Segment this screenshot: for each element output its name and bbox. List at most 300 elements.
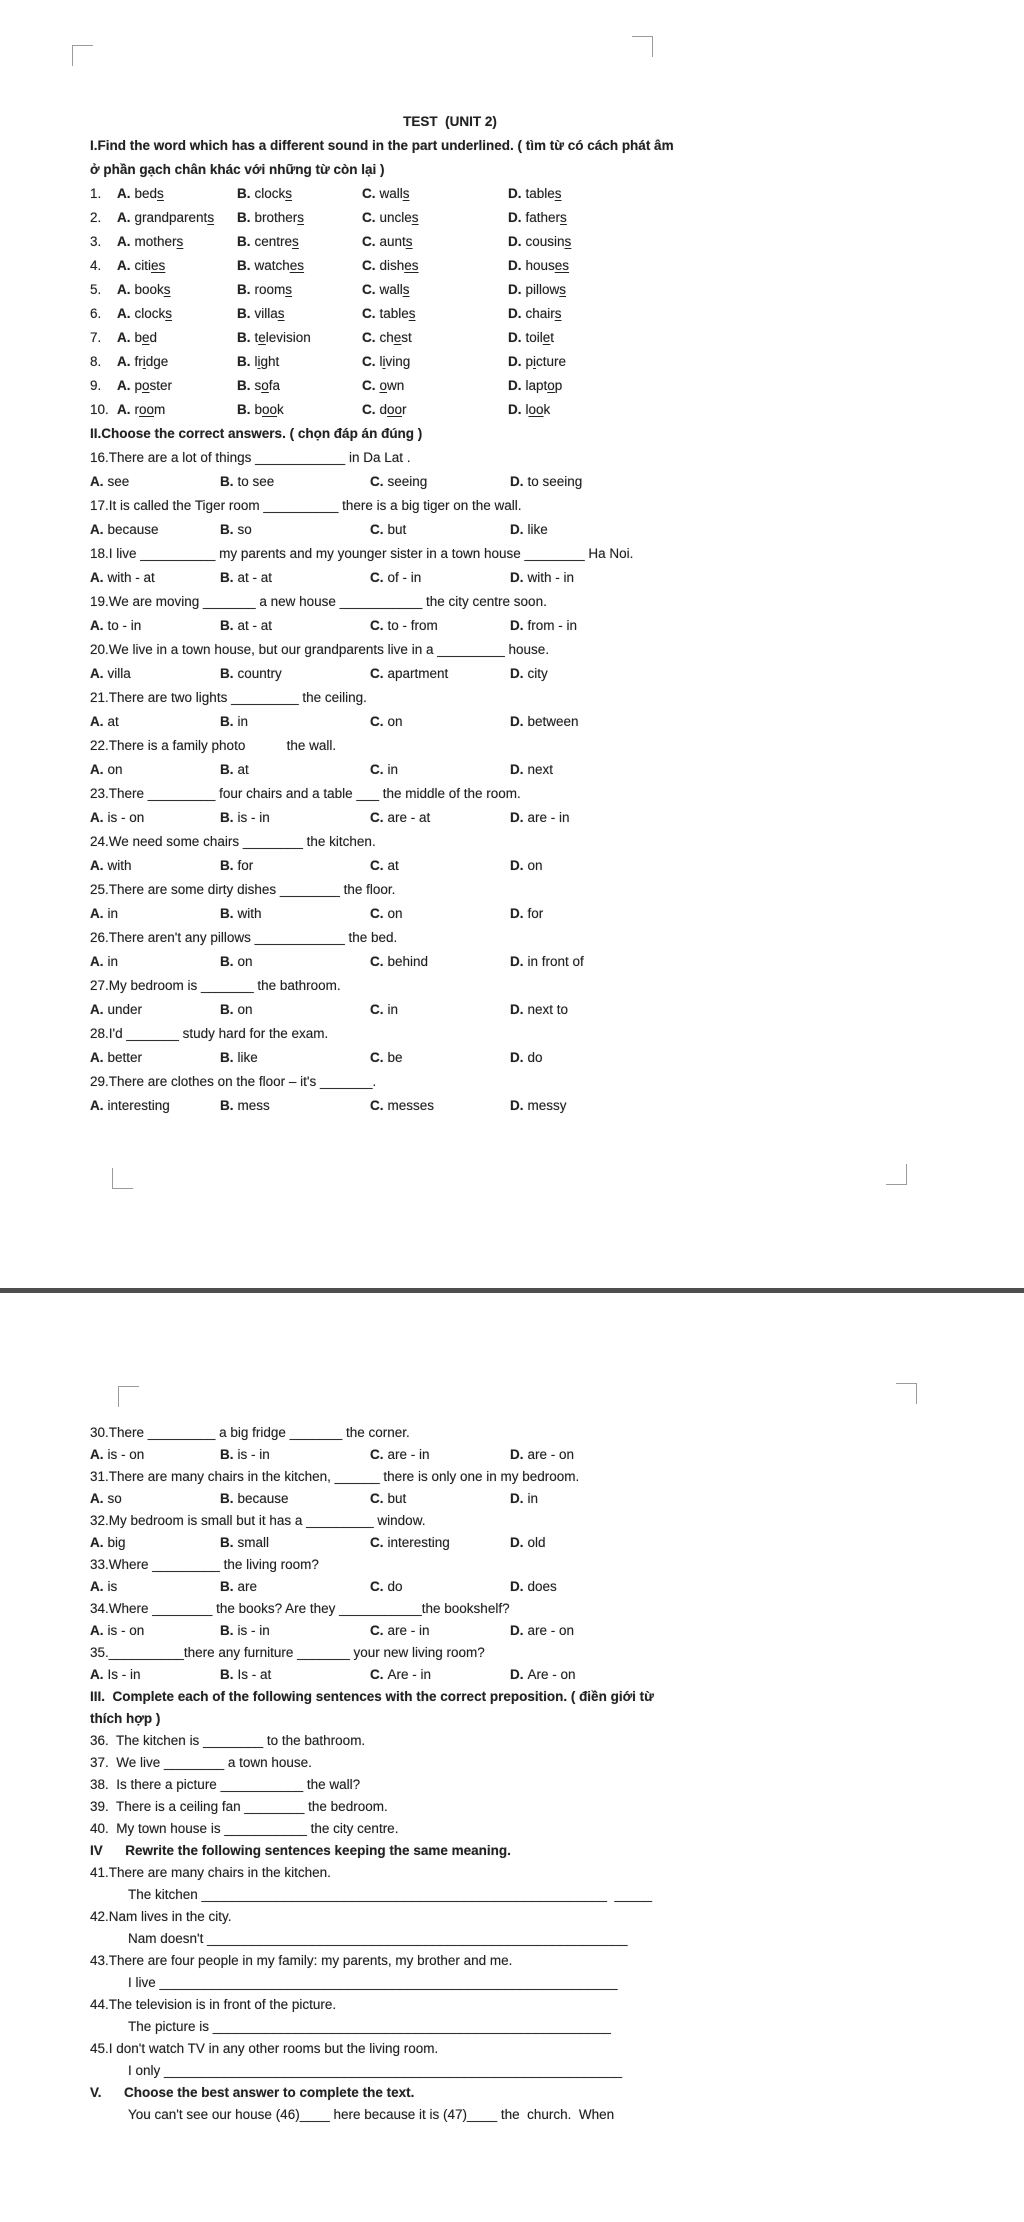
option-b (237, 230, 362, 254)
question-number: 7. (90, 330, 102, 345)
question-number: 8. (90, 354, 102, 369)
question-number: 4. (90, 258, 102, 273)
option-a (90, 854, 220, 878)
question-stem: 34.Where ________ the books? Are they ___________the bookshelf? (90, 1601, 510, 1616)
option-letter: B. (220, 1491, 234, 1506)
option-text: because (107, 522, 159, 537)
options-row (90, 614, 970, 638)
option-b (220, 950, 370, 974)
mc-question (90, 446, 970, 494)
option-text: clock (134, 306, 166, 321)
option-letter: C. (370, 858, 384, 873)
underlined-part: s (157, 186, 164, 201)
rewrite-stem: 45.I don't watch TV in any other rooms but the living room. (90, 2041, 439, 2056)
option-text: do (527, 1050, 543, 1065)
option-c (362, 350, 508, 374)
option-a (90, 950, 220, 974)
option-text: is (107, 1579, 118, 1594)
underlined-part: s (408, 306, 416, 321)
option-text: pillow (525, 282, 560, 297)
underlined-part: i (257, 354, 261, 369)
underlined-part: es (554, 258, 570, 273)
option-d (510, 1444, 970, 1466)
option-letter: C. (370, 906, 384, 921)
option-text: hous (525, 258, 555, 273)
option-text: t (550, 330, 555, 345)
option-b (220, 1620, 370, 1642)
option-letter: C. (370, 1002, 384, 1017)
options-row (90, 950, 970, 974)
option-letter: A. (90, 618, 104, 633)
underlined-part: s (554, 306, 562, 321)
option-letter: A. (117, 186, 131, 201)
option-d (510, 950, 970, 974)
option-text: on (237, 954, 253, 969)
option-a (90, 566, 220, 590)
option-a (117, 350, 237, 374)
option-c (370, 662, 510, 686)
mc-question-list-page1 (90, 446, 970, 1118)
option-text: old (527, 1535, 546, 1550)
question-stem: 25.There are some dirty dishes ________ the floor. (90, 882, 396, 897)
options-row (90, 1664, 970, 1686)
option-text: but (387, 522, 407, 537)
option-letter: B. (220, 474, 234, 489)
option-letter: D. (508, 258, 522, 273)
option-text: with (237, 906, 262, 921)
option-letter: B. (220, 1579, 234, 1594)
option-a (90, 470, 220, 494)
underlined-part: oo (139, 402, 155, 417)
option-a (117, 302, 237, 326)
option-letter: B. (220, 1050, 234, 1065)
option-c (370, 758, 510, 782)
option-letter: B. (220, 1002, 234, 1017)
option-c (370, 1046, 510, 1070)
option-text: grandparent (134, 210, 208, 225)
option-letter: C. (370, 1667, 384, 1682)
option-text: in (387, 762, 399, 777)
option-letter: B. (237, 402, 251, 417)
option-text: Is - at (237, 1667, 272, 1682)
option-text: so (107, 1491, 122, 1506)
option-d (510, 1046, 970, 1070)
option-letter: C. (370, 1535, 384, 1550)
option-text: d (379, 402, 388, 417)
option-letter: B. (220, 522, 234, 537)
options-row (90, 758, 970, 782)
option-letter: C. (362, 378, 376, 393)
rewrite-item (90, 1994, 970, 2038)
question-stem: 30.There _________ a big fridge _______ the corner. (90, 1425, 410, 1440)
option-text: big (107, 1535, 126, 1550)
mc-question (90, 638, 970, 686)
option-letter: D. (510, 1447, 524, 1462)
option-text: mother (134, 234, 177, 249)
option-text: is - on (107, 1623, 145, 1638)
option-a (90, 1488, 220, 1510)
option-text: are - in (387, 1623, 430, 1638)
crop-mark (886, 1164, 907, 1185)
option-text: apartment (387, 666, 449, 681)
option-letter: A. (90, 762, 104, 777)
option-text: clock (254, 186, 286, 201)
option-letter: A. (117, 234, 131, 249)
rewrite-answer-line: Nam doesn't ________________________________________________________ (128, 1931, 628, 1946)
option-letter: D. (508, 330, 522, 345)
question-stem: 18.I live __________ my parents and my younger sister in a town house ________ Ha Noi. (90, 546, 634, 561)
option-c (370, 806, 510, 830)
option-text: messes (387, 1098, 435, 1113)
document-page-1 (90, 110, 970, 1118)
option-letter: A. (90, 954, 104, 969)
option-c (370, 470, 510, 494)
option-letter: B. (220, 1098, 234, 1113)
option-letter: D. (508, 282, 522, 297)
phonetic-question-row (90, 302, 970, 326)
option-text: in (107, 906, 119, 921)
underlined-part: s (207, 210, 215, 225)
option-letter: C. (370, 1050, 384, 1065)
option-text: cture (536, 354, 567, 369)
option-letter: C. (370, 1098, 384, 1113)
mc-question (90, 782, 970, 830)
underlined-part: s (165, 306, 173, 321)
mc-question-list-page2 (90, 1422, 970, 1686)
rewrite-item (90, 2038, 970, 2082)
question-stem: 32.My bedroom is small but it has a _________ window. (90, 1513, 426, 1528)
option-letter: D. (510, 1050, 524, 1065)
underlined-part: o (379, 378, 388, 393)
option-a (117, 182, 237, 206)
mc-question (90, 1554, 970, 1598)
option-text: m (154, 402, 166, 417)
question-stem: 17.It is called the Tiger room __________ there is a big tiger on the wall. (90, 498, 522, 513)
mc-question (90, 1466, 970, 1510)
option-letter: D. (508, 186, 522, 201)
underlined-part: s (163, 282, 171, 297)
option-letter: D. (510, 1667, 524, 1682)
option-text: in (387, 1002, 399, 1017)
option-letter: A. (117, 378, 131, 393)
option-text: l (379, 354, 383, 369)
option-text: interesting (107, 1098, 170, 1113)
option-letter: C. (362, 330, 376, 345)
option-a (117, 254, 237, 278)
option-text: are - at (387, 810, 431, 825)
option-b (220, 662, 370, 686)
option-letter: B. (220, 570, 234, 585)
test-title: TEST (UNIT 2) (403, 114, 497, 129)
option-text: between (527, 714, 579, 729)
underlined-part: s (402, 186, 410, 201)
option-text: with - in (527, 570, 575, 585)
option-text: centre (254, 234, 293, 249)
option-d (510, 806, 970, 830)
question-stem: 35.__________there any furniture _______ your new living room? (90, 1645, 485, 1660)
mc-question (90, 1422, 970, 1466)
option-letter: D. (510, 1098, 524, 1113)
phonetic-question-row (90, 326, 970, 350)
underlined-part: s (564, 234, 572, 249)
option-d (510, 854, 970, 878)
option-letter: D. (510, 666, 524, 681)
option-text: with (107, 858, 132, 873)
phonetic-question-row (90, 230, 970, 254)
option-letter: A. (90, 1447, 104, 1462)
option-text: behind (387, 954, 429, 969)
options-row (90, 998, 970, 1022)
rewrite-answer-line: The kitchen ______________________________________________________ _____ (128, 1887, 653, 1902)
rewrite-answer-line: I live _____________________________________________________________ (128, 1975, 618, 1990)
option-letter: D. (510, 714, 524, 729)
underlined-part: s (554, 186, 562, 201)
options-row (90, 854, 970, 878)
option-c (370, 902, 510, 926)
option-a (90, 1576, 220, 1598)
option-text: in (527, 1491, 539, 1506)
option-letter: D. (510, 906, 524, 921)
option-letter: A. (90, 1579, 104, 1594)
option-text: at (387, 858, 399, 873)
options-row (90, 1576, 970, 1598)
option-text: to seeing (527, 474, 583, 489)
mc-question (90, 542, 970, 590)
option-a (117, 230, 237, 254)
option-letter: C. (370, 474, 384, 489)
underlined-part: oo (262, 402, 278, 417)
option-a (90, 1094, 220, 1118)
phonetic-question-row (90, 182, 970, 206)
option-a (117, 374, 237, 398)
option-letter: C. (370, 1491, 384, 1506)
option-letter: D. (510, 1623, 524, 1638)
option-letter: A. (117, 330, 131, 345)
option-letter: C. (362, 402, 376, 417)
option-text: at - at (237, 570, 273, 585)
option-c (362, 182, 508, 206)
option-letter: B. (237, 258, 251, 273)
option-text: is - in (237, 1623, 270, 1638)
option-b (220, 518, 370, 542)
option-a (90, 710, 220, 734)
mc-question (90, 1022, 970, 1070)
option-text: are - in (527, 810, 570, 825)
options-row (90, 470, 970, 494)
question-number: 10. (90, 402, 109, 417)
option-letter: A. (117, 258, 131, 273)
option-letter: C. (370, 1447, 384, 1462)
option-letter: C. (370, 666, 384, 681)
option-c (370, 1488, 510, 1510)
rewrite-answer-line: I only _____________________________________________________________ (128, 2063, 623, 2078)
option-text: city (527, 666, 548, 681)
option-d (510, 662, 970, 686)
option-text: room (254, 282, 286, 297)
options-row (90, 566, 970, 590)
option-text: are - on (527, 1623, 575, 1638)
option-letter: D. (510, 1535, 524, 1550)
option-letter: A. (90, 570, 104, 585)
page-divider (0, 1288, 1024, 1293)
option-b (220, 470, 370, 494)
option-d (510, 614, 970, 638)
option-c (370, 566, 510, 590)
option-letter: D. (510, 522, 524, 537)
option-text: are (237, 1579, 258, 1594)
option-letter: B. (237, 330, 251, 345)
underlined-part: i (533, 354, 537, 369)
option-letter: A. (117, 282, 131, 297)
option-letter: B. (220, 906, 234, 921)
option-a (117, 278, 237, 302)
option-c (362, 326, 508, 350)
option-d (508, 206, 970, 230)
option-text: to - from (387, 618, 438, 633)
option-letter: C. (362, 306, 376, 321)
underlined-part: oo (528, 402, 544, 417)
option-letter: C. (370, 618, 384, 633)
option-letter: B. (220, 618, 234, 633)
crop-mark (112, 1168, 133, 1189)
option-text: st (401, 330, 412, 345)
option-b (220, 1094, 370, 1118)
underlined-part: s (411, 210, 419, 225)
option-c (370, 1620, 510, 1642)
option-letter: B. (220, 1447, 234, 1462)
underlined-part: s (559, 282, 567, 297)
option-c (370, 710, 510, 734)
option-text: Are - on (527, 1667, 576, 1682)
option-a (90, 662, 220, 686)
phonetic-question-row (90, 350, 970, 374)
options-row (90, 518, 970, 542)
phonetic-question-row (90, 374, 970, 398)
option-a (90, 998, 220, 1022)
mc-question (90, 974, 970, 1022)
option-a (90, 1444, 220, 1466)
question-number: 2. (90, 210, 102, 225)
option-text: p (525, 354, 534, 369)
option-letter: D. (508, 354, 522, 369)
option-text: mess (237, 1098, 270, 1113)
option-text: like (237, 1050, 258, 1065)
underlined-part: e (542, 330, 551, 345)
option-letter: C. (370, 570, 384, 585)
underlined-part: o (142, 378, 150, 393)
mc-question (90, 1642, 970, 1686)
mc-question (90, 830, 970, 878)
crop-mark (632, 36, 653, 57)
option-text: is - in (237, 810, 270, 825)
option-letter: D. (510, 810, 524, 825)
option-letter: A. (90, 1098, 104, 1113)
option-text: aunt (379, 234, 406, 249)
rewrite-stem: 43.There are four people in my family: my parents, my brother and me. (90, 1953, 513, 1968)
option-text: citi (134, 258, 151, 273)
option-letter: B. (220, 810, 234, 825)
option-b (237, 302, 362, 326)
option-text: k (543, 402, 551, 417)
option-text: b (134, 330, 143, 345)
option-text: ster (149, 378, 173, 393)
option-text: book (134, 282, 164, 297)
option-text: but (387, 1491, 407, 1506)
option-b (220, 710, 370, 734)
option-text: because (237, 1491, 289, 1506)
option-d (510, 566, 970, 590)
option-b (220, 614, 370, 638)
option-letter: D. (510, 474, 524, 489)
option-letter: C. (370, 810, 384, 825)
phonetic-question-row (90, 254, 970, 278)
options-row (90, 1488, 970, 1510)
option-text: does (527, 1579, 557, 1594)
option-b (237, 254, 362, 278)
option-c (370, 1664, 510, 1686)
option-text: d (149, 330, 158, 345)
option-text: r (134, 402, 139, 417)
option-text: is - on (107, 810, 145, 825)
options-row (90, 902, 970, 926)
rewrite-item (90, 1950, 970, 1994)
option-d (508, 230, 970, 254)
underlined-part: e (258, 330, 266, 345)
option-text: ch (379, 330, 394, 345)
option-d (510, 1576, 970, 1598)
option-d (510, 710, 970, 734)
options-row (90, 1620, 970, 1642)
option-text: t (254, 330, 259, 345)
underlined-part: s (176, 234, 184, 249)
option-c (370, 1444, 510, 1466)
option-letter: A. (90, 858, 104, 873)
option-a (117, 326, 237, 350)
option-text: dish (379, 258, 405, 273)
option-text: from - in (527, 618, 578, 633)
option-letter: B. (220, 1623, 234, 1638)
underlined-part: o (261, 378, 269, 393)
option-b (220, 1532, 370, 1554)
option-b (220, 758, 370, 782)
option-a (90, 1046, 220, 1070)
option-text: villa (254, 306, 278, 321)
option-b (220, 902, 370, 926)
option-d (510, 998, 970, 1022)
option-letter: B. (237, 186, 251, 201)
question-number: 3. (90, 234, 102, 249)
mc-question (90, 686, 970, 734)
option-c (362, 278, 508, 302)
option-text: with - at (107, 570, 155, 585)
option-letter: B. (220, 1535, 234, 1550)
option-text: brother (254, 210, 298, 225)
question-stem: 26.There aren't any pillows ____________ the bed. (90, 930, 398, 945)
options-row (90, 662, 970, 686)
rewrite-answer-line: The picture is _____________________________________________________ (128, 2019, 611, 2034)
option-letter: B. (220, 762, 234, 777)
option-text: next (527, 762, 554, 777)
option-text: fr (134, 354, 143, 369)
option-letter: A. (90, 474, 104, 489)
option-text: bed (134, 186, 158, 201)
option-letter: A. (90, 810, 104, 825)
option-letter: C. (362, 354, 376, 369)
rewrite-stem: 42.Nam lives in the city. (90, 1909, 232, 1924)
option-d (510, 470, 970, 494)
mc-question (90, 878, 970, 926)
option-text: at (107, 714, 119, 729)
